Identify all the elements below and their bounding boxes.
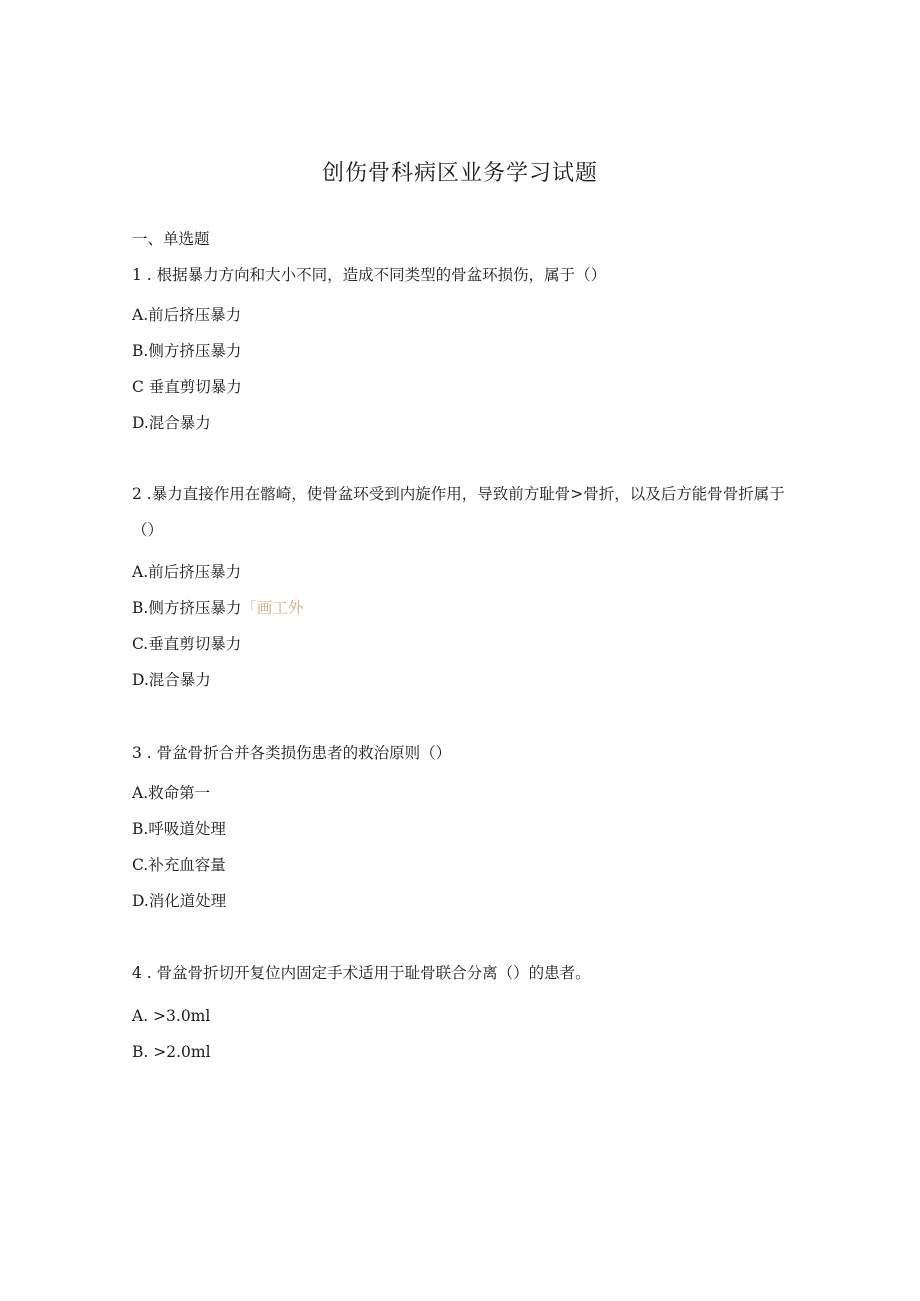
question-4-option-b: B. >2.0ml [132,1043,211,1061]
question-3-stem: 3 . 骨盆骨折合并各类损伤患者的救治原则（） [132,744,452,762]
section-heading: 一、单选题 [132,230,210,248]
question-1-option-d: D.混合暴力 [132,414,211,432]
question-3-option-b: B.呼吸道处理 [132,820,226,838]
question-2-option-a: A.前后挤压暴力 [132,563,242,581]
question-2-option-b [132,596,303,618]
question-4-stem: 4 . 骨盆骨折切开复位内固定手术适用于耻骨联合分离（）的患者。 [132,964,591,982]
question-2-option-d: D.混合暴力 [132,671,211,689]
question-1-option-b: B.侧方挤压暴力 [132,342,242,360]
stamp-mark: 「画工外 [241,599,304,617]
question-1-option-a: A.前后挤压暴力 [132,306,242,324]
question-1-option-c: C 垂直剪切暴力 [132,378,242,396]
question-3-option-a: A.救命第一 [132,784,211,802]
question-1-stem: 1 . 根据暴力方向和大小不同，造成不同类型的骨盆环损伤，属于（） [132,266,607,284]
question-3-option-d: D.消化道处理 [132,892,227,910]
question-2-option-c: C.垂直剪切暴力 [132,635,242,653]
question-3-option-c: C.补充血容量 [132,856,226,874]
question-2-stem: 2 .暴力直接作用在髂崎，使骨盆环受到内旋作用，导致前方耻骨>骨折，以及后方能骨骨折属于（） [132,485,785,539]
page-title: 创伤骨科病区业务学习试题 [321,161,598,186]
question-2-option-b-text: B.侧方挤压暴力 [132,599,242,617]
question-4-option-a: A. >3.0ml [132,1007,211,1025]
